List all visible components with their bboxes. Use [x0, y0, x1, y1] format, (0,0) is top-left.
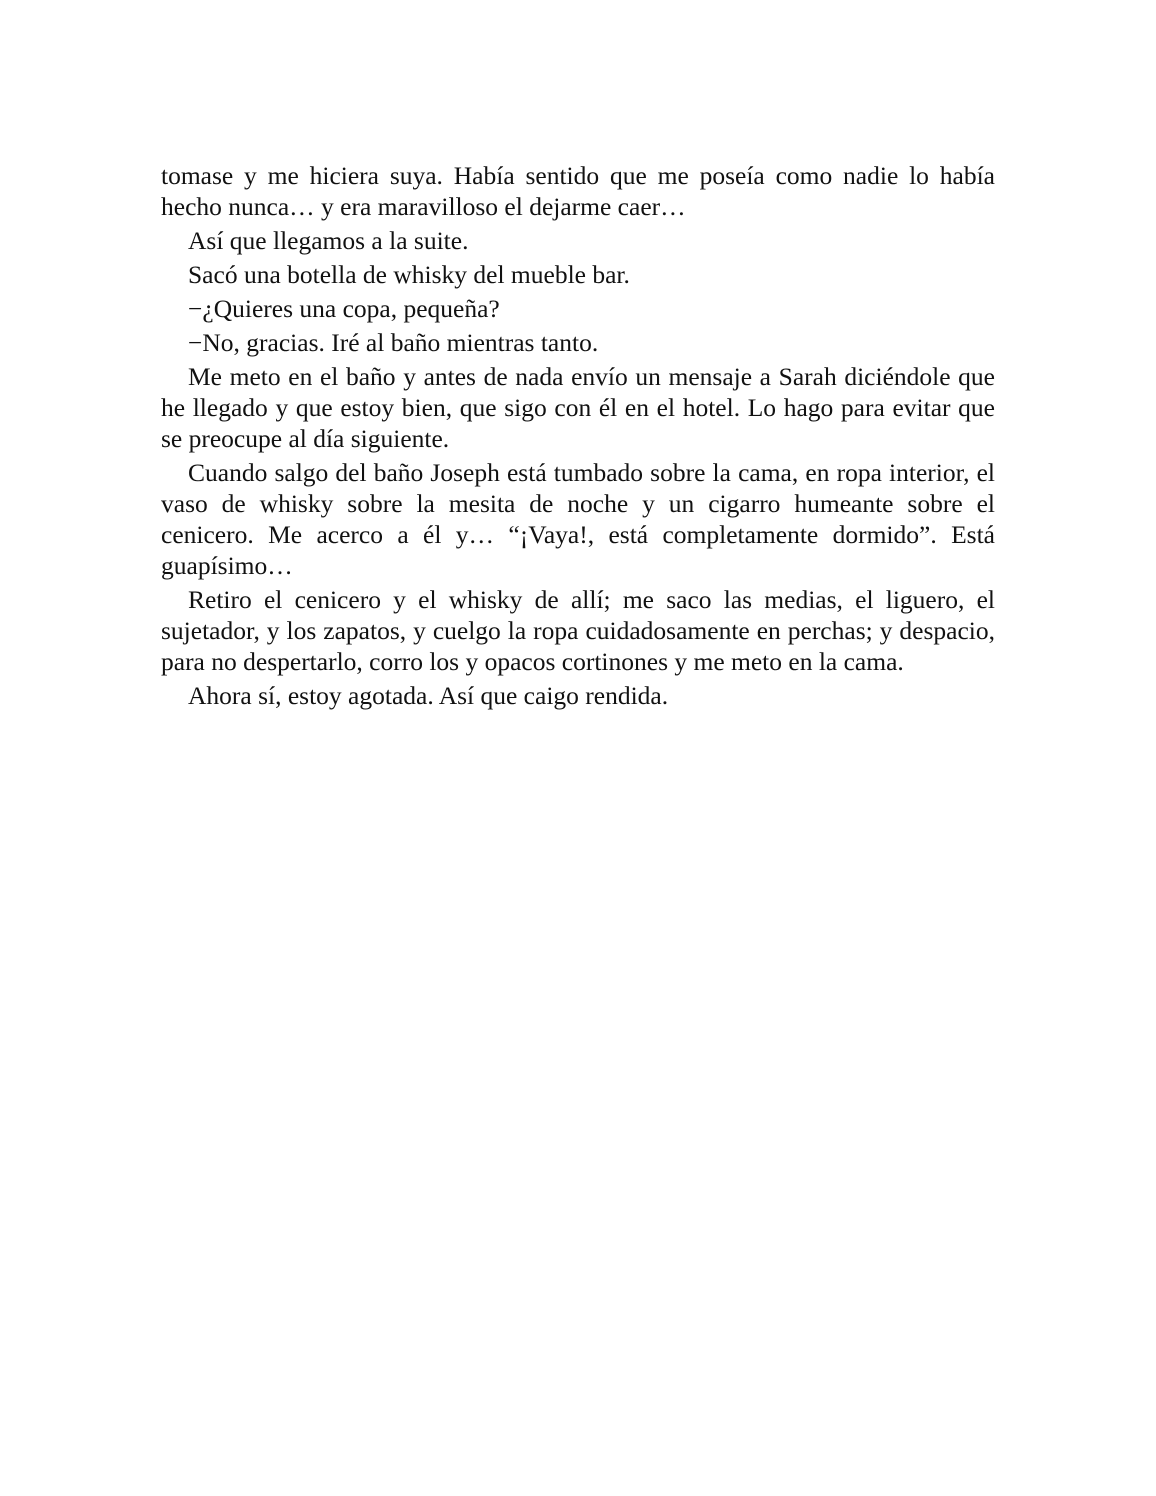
dialogue-line: −No, gracias. Iré al baño mientras tanto.: [188, 328, 599, 357]
paragraph: Me meto en el baño y antes de nada envío un mensaje a Sarah diciéndole que he llegado y que estoy bien, que sigo con él en el hotel. Lo hago para evitar que se preocupe al día siguiente.: [161, 362, 995, 453]
body-text: [161, 160, 995, 714]
paragraph: Cuando salgo del baño Joseph está tumbado sobre la cama, en ropa interior, el vaso de whisky sobre la mesita de noche y un cigarro humeante sobre el cenicero. Me acerco a él y… “¡Vaya!, está completamente dormido”. Está guapísimo…: [161, 458, 995, 580]
paragraph: Así que llegamos a la suite.: [188, 226, 469, 255]
dialogue-line: −¿Quieres una copa, pequeña?: [188, 294, 500, 323]
paragraph-continuation: tomase y me hiciera suya. Había sentido que me poseía como nadie lo había hecho nunca… y era maravilloso el dejarme caer…: [161, 161, 995, 221]
paragraph: Retiro el cenicero y el whisky de allí; me saco las medias, el liguero, el sujetador, y los zapatos, y cuelgo la ropa cuidadosamente en perchas; y despacio, para no despertarlo, corro los y opacos cortinones y me meto en la cama.: [161, 585, 995, 676]
paragraph: Ahora sí, estoy agotada. Así que caigo rendida.: [188, 681, 669, 710]
paragraph: Sacó una botella de whisky del mueble bar.: [188, 260, 630, 289]
